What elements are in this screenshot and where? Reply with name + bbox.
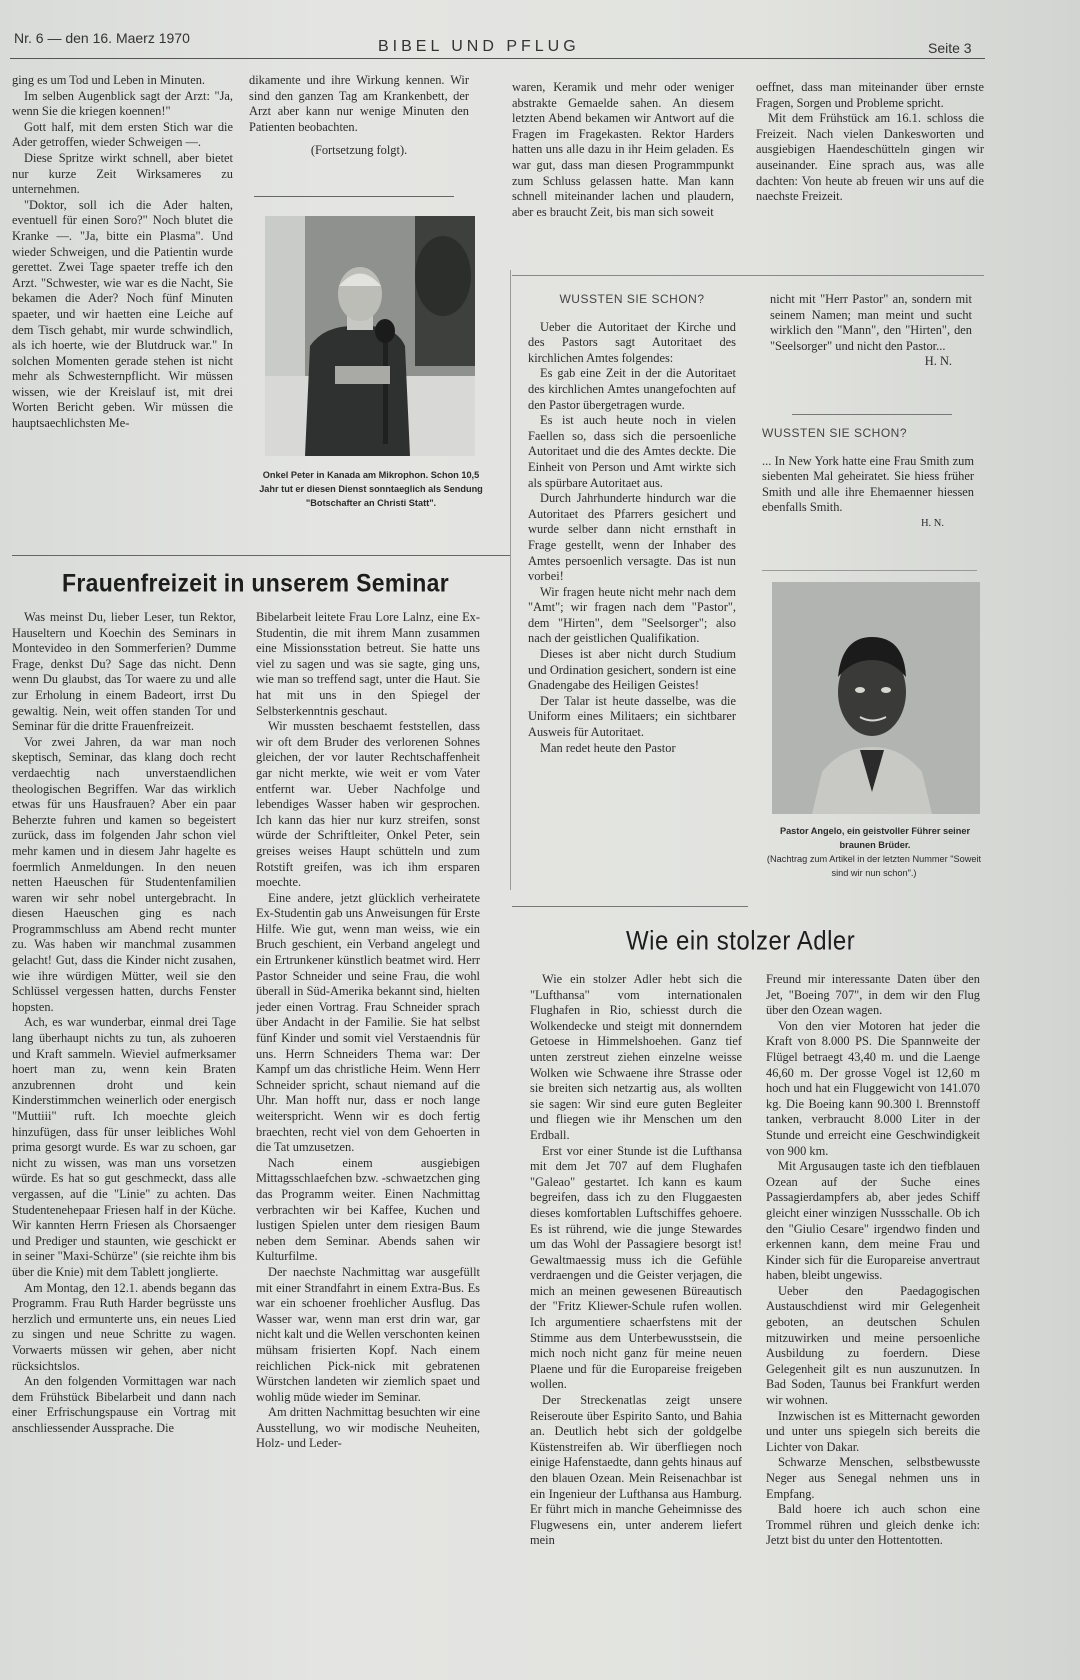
top-col-1: ging es um Tod und Leben in Minuten. Im selben Augenblick sagt der Arzt: "Ja, wenn Sie die kriegen koennen!" Gott half, mit dem ersten Stich war die Ader getroffen, wieder Schweigen —. Diese Spritze wirkt schnell, aber bietet nur kurze Zeit Wirksameres zu unternehmen. "Doktor, soll ich die Ader halten, eventuell für einen Soro?" Noch blutet die Kranke —. "Ja, bitte ein Plasma". Und wieder Schweigen, und die Patientin wurde gerettet. Zwei Tage spaeter treffe ich den Arzt. "Schwester, wie war es die Nacht, Sie bekamen die Ader? Noch fünf Minuten spaeter, und wir haetten eine Leiche auf dem Tisch gehabt, mir wurde schwindlich, als ich hoerte, wie der Blutdruck war." In solchen Momenten gerade stehen ist nicht mehr als Schwesternpflicht. Wir müssen wissen, wie der Kreislauf ist, mit drei Worten Bericht geben. Wir müssen die hauptsaechlichsten Me- xyxy=(12,73,233,431)
wussten-title-1: WUSSTEN SIE SCHON? xyxy=(559,292,705,306)
wussten-sign-1: H. N. xyxy=(924,354,952,369)
continued-note: (Fortsetzung folgt). xyxy=(310,143,408,158)
vrule-center xyxy=(510,270,511,890)
onkel-peter-caption: Onkel Peter in Kanada am Mikrophon. Schon 10,5 Jahr tut er diesen Dienst sonntaeglich als Sendung "Botschafter an Christi Statt". xyxy=(259,470,483,508)
header-rule xyxy=(10,58,985,59)
onkel-peter-photo xyxy=(265,216,475,456)
paper-title: BIBEL UND PFLUG xyxy=(378,38,580,55)
wussten-sign-2: H. N. xyxy=(920,517,944,529)
wussten-article-1: WUSSTEN SIE SCHON? Ueber die Autoritaet der Kirche und des Pastors sagt Autoritaet des kirchlichen Amtes folgendes: Es gab eine Zeit in der die Autoritaet des kirchlichen Amtes unangefochten auf den Pastor übergetragen wurde. Es ist auch heute noch in vielen Faellen so, dass sich die persoenliche Autoritaet und die des Amtes deckte. Die Einheit von Person und Amt wirkte sich als spürbare Autoritaet aus. Durch Jahrhunderte hindurch war die Autoritaet des Pfarrers gesichert und wurde selber dann nicht ernsthaft in Frage gestellt, wenn der Inhaber des Amtes persoenlich versagte. Das ist nun vorbei! Wir fragen heute nicht mehr nach dem "Amt"; wir fragen nach dem "Pastor", dem "Hirten", dem "Seelsorger"; also nach der geistlichen Qualifikation. Dieses ist aber nicht durch Studium und Ordination gesichert, sondern ist eine Gnadengabe des Heiligen Geistes! Der Talar ist heute dasselbe, was die Uniform eines Militaers; ein sichtbarer Ausweis für Autoritaet. Man redet heute den Pastor xyxy=(528,292,736,755)
seminar-col-2: Bibelarbeit leitete Frau Lore Lalnz, eine Ex-Studentin, die mit ihrem Mann zusammen eine Missionsstation betreut. Sie hatte uns viel zu sagen und was sie sagte, ging uns, wie man so treffend sagt, unter die Haut. Sie hat mit uns in den Spiegel der Selbsterkenntnis geschaut. Wir mussten beschaemt feststellen, dass wir oft dem Bruder des verlorenen Sohnes gleichen, der vor lauter Rechtschaffenheit gar nicht merkte, wie weit er vom Vater entfernt war. Ueber Nachfolge und lebendiges Wasser haben wir gesprochen. Ich kann das hier nur kurz streifen, sonst würde der Schriftleiter, Onkel Peter, sein greises weises Haupt schütteln und zum Rotstift greifen, was ich ihm ersparen moechte. Eine andere, jetzt glücklich verheiratete Ex-Studentin gab uns Anweisungen für Erste Hilfe. Wie gut, wenn man weiss, wie ein Bruch geschient, ein Verband angelegt und ein Ertrunkener künstlich beatmet wird. Herr Pastor Schneider und seine Frau, die wohl überall in Süd-Amerika bekannt sind, hielten jeder einen Vortrag. Frau Schneider sprach über Andacht in der Familie. Sie hat selbst fünf Kinder und somit viel Verstaendnis für uns. Herrn Schneiders Thema war: Der Kampf um das christliche Heim. Wenn Herr Schneider spricht, schaut niemand auf die Uhr. Man hofft nur, dass er noch lange weiterspricht. Wenn wir es doch fertig braechten, recht viel von dem Gehoerten in die Tat umzusetzen. Nach einem ausgiebigen Mittagsschlaefchen bzw. -schwaetzchen ging das Programm weiter. Einen Nachmittag verbrachten wir bei Kaffee, Kuchen und lustigen Spielen unter dem riesigen Baum neben dem Seminar. Abends sahen wir Kulturfilme. Der naechste Nachmittag war ausgefüllt mit einer Strandfahrt in einem Extra-Bus. Es war ein schoener froehlicher Ausflug. Das Wasser war, wenn man erst drin war, gar nicht kalt und die Wellen verschonten keinen mühsam frisierten Kopf. Nach einem reichlichen Pick-nick mit gebratenen Würstchen landeten wir ziemlich spaet und wohlig müde wieder im Seminar. Am dritten Nachmittag besuchten wir eine Ausstellung, wo wir modische Neuheiten, Holz- und Leder- xyxy=(256,610,480,1451)
top-col-2: dikamente und ihre Wirkung kennen. Wir sind den ganzen Tag am Krankenbett, der Arzt aber kann nur wenige Minuten den Patienten beobachten. (Fortsetzung folgt). xyxy=(249,73,469,158)
wussten-article-2: WUSSTEN SIE SCHON? ... In New York hatte eine Frau Smith zum siebenten Mal geheiratet. Sie hiess früher Smith und alle ihre Ehemaenner hiessen ebenfalls Smith. H. N. xyxy=(762,426,974,546)
rule-adler-top xyxy=(512,906,748,907)
issue-date: Nr. 6 — den 16. Maerz 1970 xyxy=(14,30,190,46)
wussten-article-1-cont: nicht mit "Herr Pastor" an, sondern mit seinem Namen; man meint und sucht wirklich den "Mann", den "Hirten", den "Seelsorger" und nicht den Pastor... H. N. xyxy=(770,292,972,369)
rule-seminar-top xyxy=(12,555,510,556)
page-number: Seite 3 xyxy=(928,40,972,56)
pastor-angelo-photo xyxy=(772,582,980,814)
rule-top-right xyxy=(512,275,984,276)
adler-col-1: Wie ein stolzer Adler hebt sich die "Lufthansa" vom internationalen Flughafen in Rio, schiesst durch die Wolkendecke und steigt mit donnerndem Getoese in Himmelshoehen. Ganz tief unten zerstreut ziehen einzelne weisse Wolken wie Schwaene ihre Strasse oder sie breiten sich netzartig aus, als wollten sie sagen: Wir sind eure guten Begleiter und fliegen wie ihr Menschen um den Erdball. Erst vor einer Stunde ist die Lufthansa mit dem Jet 707 auf dem Flughafen "Galeao" gestartet. Ich kann es kaum begreifen, dass ich zu den Fluggaesten dieses komfortablen Luftschiffes gehoere. Es ist rührend, wie die junge Stewardes um das Wohl der Passagiere besorgt ist! Gewaltmaessig muss ich die Gefühle verdraengen und die Geister verjagen, die mich an meinen gewesenen Büreautisch der "Fritz Kliewer-Schule rufen wollen. Ich argumentiere schaerfstens mit der Stimme aus dem Unterbewusstsein, die mich noch nicht ganz für meine neuen Plaene und für die Europareise freigeben wollen. Der Streckenatlas zeigt unsere Reiseroute über Espirito Santo, und Bahia an. Deutlich hebt sich der goldgelbe Küstenstreifen ab. Wir überfliegen noch einige Hafenstaedte, dann gehts hinaus auf den blauen Ozean. Mein Reisenachbar ist ein Ingenieur der Lufthansa aus Hamburg. Er führt mich in manche Geheimnisse des Flugwesens ein, unter anderem liefert mein xyxy=(530,972,742,1548)
adler-col-2: Freund mir interessante Daten über den Jet, "Boeing 707", in dem wir den Flug über den Ozean wagen. Von den vier Motoren hat jeder die Kraft von 8.000 PS. Die Spannweite der Flügel betraegt 43,40 m. und die Laenge 46,60 m. Der grosse Vogel ist 12,60 m hoch und hat ein Fluggewicht von 141.070 kg. Die Boeing kann 90.300 l. Brennstoff tanken, verbraucht 8.000 Liter in der Stunde und erreicht eine Geschwindigkeit von 900 km. Mit Argusaugen taste ich den tiefblauen Ozean auf der Suche eines Passagierdampfers ab, aber jedes Schiff gleicht einer winzigen Nussschalle. Ob ich den "Giulio Cesare" irgendwo finden und erkennen kann, dem meine Frau und Kinder sich für die Europareise anvertraut haben, bleibt ungewiss. Ueber den Paedagogischen Austauschdienst wird mir Gelegenheit geboten, an deutschen Schulen mitzuwirken und meine persoenliche Ausbildung zu foerdern. Diese Gelegenheit gilt es nun auszunutzen. In Bad Soden, Taunus bei Frankfurt werden wir wohnen. Inzwischen ist es Mitternacht geworden und unter uns spiegeln sich bereits die Lichter von Dakar. Schwarze Menschen, selbstbewusste Neger aus Senegal nehmen uns in Empfang. Bald hoere ich auch schon eine Trommel rühren und gleich denke ich: Jetzt bist du unter den Hottentotten. xyxy=(766,972,980,1548)
pastor-portrait-image xyxy=(772,582,980,814)
seminar-headline: Frauenfreizeit in unserem Seminar xyxy=(62,568,449,597)
top-col-4: oeffnet, dass man miteinander über ernste Fragen, Sorgen und Probleme spricht. Mit dem Frühstück am 16.1. schloss die Freizeit. Nach vielen Dankesworten und ausgiebigen Haendeschütteln gingen wir auseinander. Eine sprach aus, was alle dachten: Von heute ab freuen wir uns auf die naechste Freizeit. xyxy=(756,80,984,204)
rule-pastor-top xyxy=(762,570,977,571)
top-col-3: waren, Keramik und mehr oder weniger abstrakte Gemaelde sahen. An diesem letzten Abend bekamen wir Antwort auf die Fragen im Fragekasten. Rektor Harders hatten uns alle dazu in ihr Heim geladen. Es war gut, dass man diesen Programmpunkt zum Schluss gelassen hatte. Man kann schnell miteinander lachen und plaudern, aber es braucht Zeit, bis man sich soweit xyxy=(512,80,734,219)
microphone-portrait-image xyxy=(265,216,475,456)
adler-headline: Wie ein stolzer Adler xyxy=(626,926,856,957)
short-rule xyxy=(254,196,454,197)
pastor-caption: Pastor Angelo, ein geistvoller Führer seiner braunen Brüder. xyxy=(779,826,971,850)
rule-wussten xyxy=(792,414,952,415)
pastor-note: (Nachtrag zum Artikel in der letzten Nummer "Soweit sind wir nun schon".) xyxy=(766,854,982,878)
seminar-col-1: Was meinst Du, lieber Leser, tun Rektor, Hauseltern und Koechin des Seminars in Montevideo in den Sommerferien? Dumme Frage, denkst Du? Sage das nicht. Denn wenn Du glaubst, das Tor waere zu und alle zur Erholung in einem Badeort, irrst Du gewaltig. Nein, weit offen standen Tor und Seminar für die dritte Frauenfreizeit. Vor zwei Jahren, da war man noch skeptisch, Seminar, das klang doch recht verdaechtig nach unverstaendlichen theologischen Begriffen. War das wirklich etwas für uns Hausfrauen? Aber ein paar Beherzte fuhren und kamen so begeistert zurück, dass im folgenden Jahr schon viel mehr kamen und in diesem Jahr hagelte es foermlich Anmeldungen. In den neuen netten Haeuschen für Studentenfamilien waren wir sehr nobel untergebracht. In diesen Haeuschen ging es nach Programmschluss am Abend recht munter zu. Was haben wir manchmal zusammen gelacht! Gut, dass die Kinder nicht zusahen, wie ihre würdigen Mütter, weil sie den Schlüssel vergessen hatten, durchs Fenster hopsten. Ach, es war wunderbar, einmal drei Tage lang überhaupt nichts zu tun, als zuhoeren und Kraft sammeln. Wieviel aufmerksamer hoert man zu, wenn kein Braten anzubrennen droht und kein Kinderstimmchen weinerlich oder energisch "Muttiii" ruft. Ich moechte gleich hinzufügen, dass für unser leibliches Wohl prima gesorgt wurde. Es war zu schoen, gar nicht zu wissen, was man uns vorsetzen würde. Es hat so gut geschmeckt, dass alle vergassen, auf die "Linie" zu achten. Das Studentenehepaar Friesen half in der Küche. Wir kannten Herrn Friesen als Chorsaenger und Prediger und staunten, wie geschickt er in seiner "Maxi-Schürze" (sie reichte ihm bis über die Knie) mit dem Tablett jonglierte. Am Montag, den 12.1. abends begann das Programm. Frau Ruth Harder begrüsste uns herzlich und ermunterte uns, ein neues Lied zu singen und neue Schritte zu wagen. Vorwaerts müssen wir gehen, aber nicht rücksichtslos. An den folgenden Vormittagen war nach dem Frühstück Bibelarbeit und dann nach einer Erfrischungspause ein Vortrag mit anschliessender Aussprache. Die xyxy=(12,610,236,1435)
wussten-title-2: WUSSTEN SIE SCHON? xyxy=(762,426,908,440)
